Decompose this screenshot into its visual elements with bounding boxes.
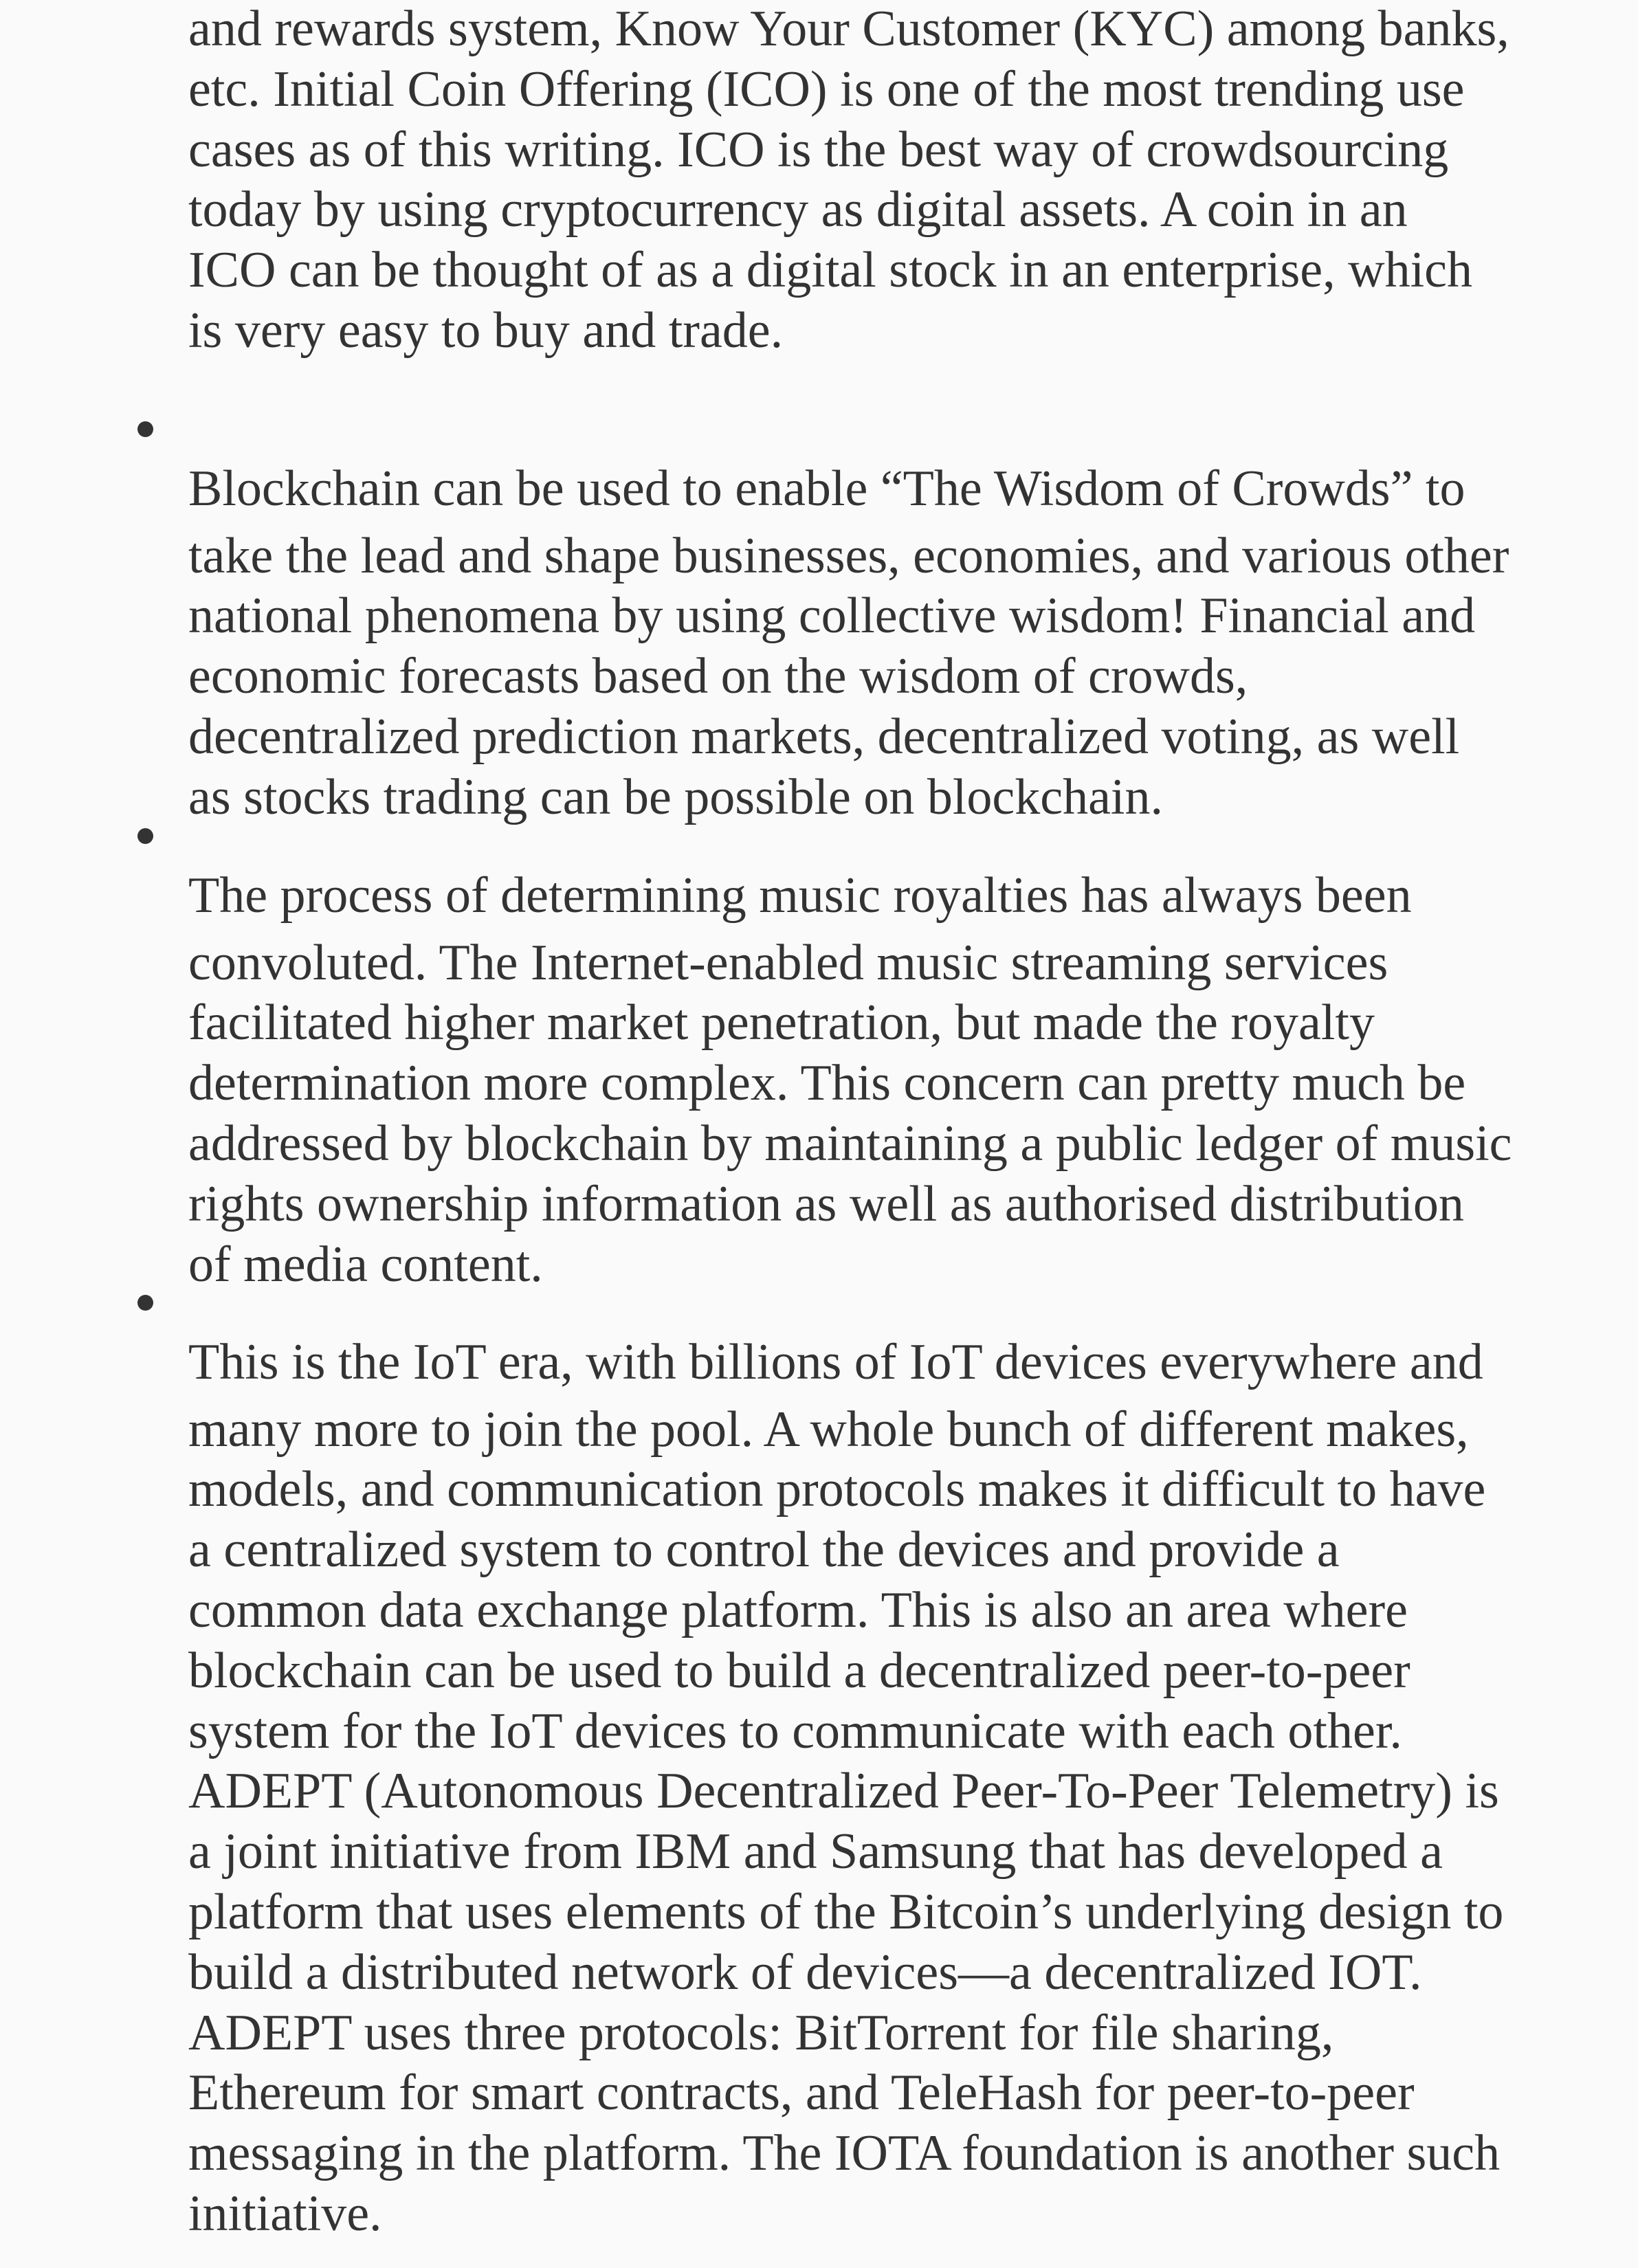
bullet-dot-icon (137, 828, 153, 844)
bullet-first-line: This is the IoT era, with billions of IoT devices everywhere and (188, 1333, 1483, 1390)
bullet-paragraph (188, 1272, 1577, 2245)
bullet-body: convoluted. The Internet-enabled music streaming services facilitated higher market penetration, but made the royalty determination more complex. This concern can pretty much be addressed by blockchain by maintaining a public ledger of music rights ownership information as well as authorised distribution of media content. (188, 934, 1512, 1293)
bullet-body: many more to join the pool. A whole bunch of different makes, models, and communication protocols makes it difficult to have a centralized system to control the devices and provide a common data exchange platform. This is also an area where blockchain can be used to build a decentralized peer-to-peer system for the IoT devices to communicate with each other. ADEPT (Autonomous Decentralized Peer-To-Peer Telemetry) is a joint initiative from IBM and Samsung that has developed a platform that uses elements of the Bitcoin’s underlying design to build a distributed network of devices—a decentralized IOT. ADEPT uses three protocols: BitTorrent for file sharing, Ethereum for smart contracts, and TeleHash for peer-to-peer messaging in the platform. The IOTA foundation is another such initiative. (188, 1401, 1504, 2242)
bullet-paragraph (188, 805, 1577, 1295)
bullet-first-line: Blockchain can be used to enable “The Wisdom of Crowds” to (188, 460, 1465, 517)
intro-paragraph: and rewards system, Know Your Customer (KYC) among banks, etc. Initial Coin Offering (ICO) is one of the most trending use cases as of this writing. ICO is the best way of crowdsourcing today by using cryptocurrency as digital assets. A coin in an ICO can be thought of as a digital stock in an enterprise, which is very easy to buy and trade. (188, 1, 1509, 359)
bullet-dot-icon (137, 421, 153, 437)
bullet-body: take the lead and shape businesses, economies, and various other national phenomena by using collective wisdom! Financial and economic forecasts based on the wisdom of crowds, decentralized prediction markets, decentralized voting, as well as stocks trading can be possible on blockchain. (188, 527, 1509, 825)
bullet-first-line: The process of determining music royalties has always been (188, 867, 1412, 924)
bullet-dot-icon (137, 1295, 153, 1311)
bullet-paragraph (188, 399, 1577, 828)
